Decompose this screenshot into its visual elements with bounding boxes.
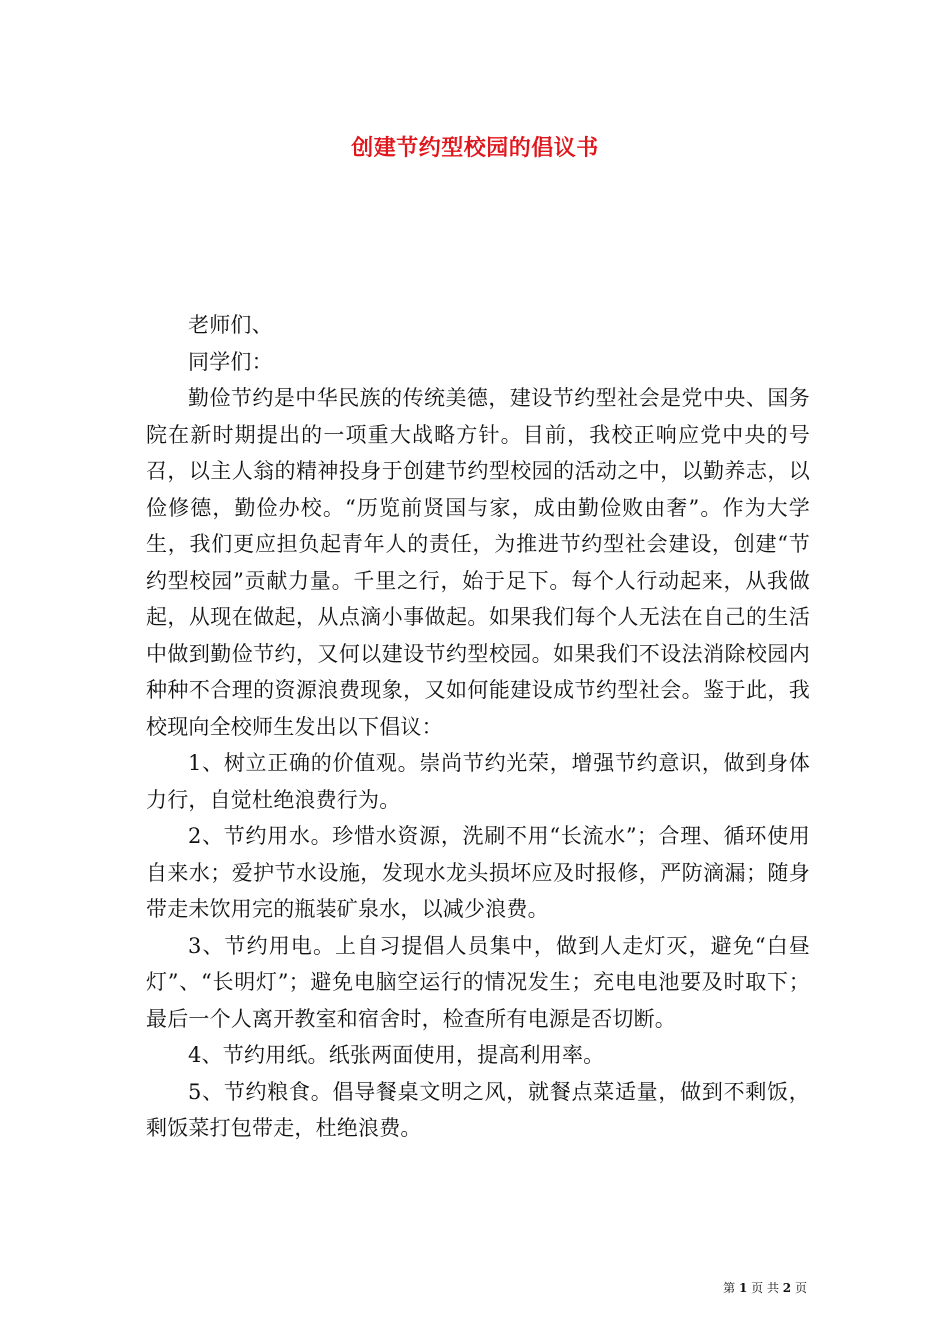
- footer-total-pages: 2: [782, 1281, 792, 1295]
- salutation-teachers: 老师们、: [188, 313, 273, 337]
- footer-suffix: 页: [794, 1281, 807, 1295]
- proposal-item-3: 3、节约用电。上自习提倡人员集中，做到人走灯灭，避免“白昼灯”、“长明灯”；避免电脑空运行的情况发生；充电电池要及时取下；最后一个人离开教室和宿舍时，检查所有电源是否切断。: [146, 933, 810, 1031]
- document-body: [146, 307, 810, 1147]
- proposal-item-2: 2、节约用水。珍惜水资源，洗刷不用“长流水”；合理、循环使用自来水；爱护节水设施，发现水龙头损坏应及时报修，严防滴漏；随身带走未饮用完的瓶装矿泉水，以减少浪费。: [146, 824, 810, 921]
- footer-prefix: 第: [723, 1281, 736, 1295]
- proposal-item-4: 4、节约用纸。纸张两面使用，提高利用率。: [188, 1043, 605, 1067]
- footer-middle: 页 共: [751, 1281, 779, 1295]
- document-title: 创建节约型校园的倡议书: [351, 135, 599, 161]
- proposal-item-1: 1、树立正确的价值观。崇尚节约光荣，增强节约意识，做到身体力行，自觉杜绝浪费行为。: [146, 751, 810, 812]
- footer-current-page: 1: [738, 1281, 748, 1295]
- page-number-footer: [0, 1280, 807, 1296]
- salutation-students: 同学们：: [188, 349, 273, 374]
- intro-paragraph: 勤俭节约是中华民族的传统美德，建设节约型社会是党中央、国务院在新时期提出的一项重大战略方针。目前，我校正响应党中央的号召，以主人翁的精神投身于创建节约型校园的活动之中，以勤养志，以俭修德，勤俭办校。“历览前贤国与家，成由勤俭败由奢”。作为大学生，我们更应担负起青年人的责任，为推进节约型社会建设，创建“节约型校园”贡献力量。千里之行，始于足下。每个人行动起来，从我做起，从现在做起，从点滴小事做起。如果我们每个人无法在自己的生活中做到勤俭节约，又何以建设节约型校园。如果我们不设法消除校园内种种不合理的资源浪费现象，又如何能建设成节约型社会。鉴于此，我校现向全校师生发出以下倡议：: [146, 386, 810, 739]
- proposal-item-5: 5、节约粮食。倡导餐桌文明之风，就餐点菜适量，做到不剩饭，剩饭菜打包带走，杜绝浪费。: [146, 1079, 810, 1140]
